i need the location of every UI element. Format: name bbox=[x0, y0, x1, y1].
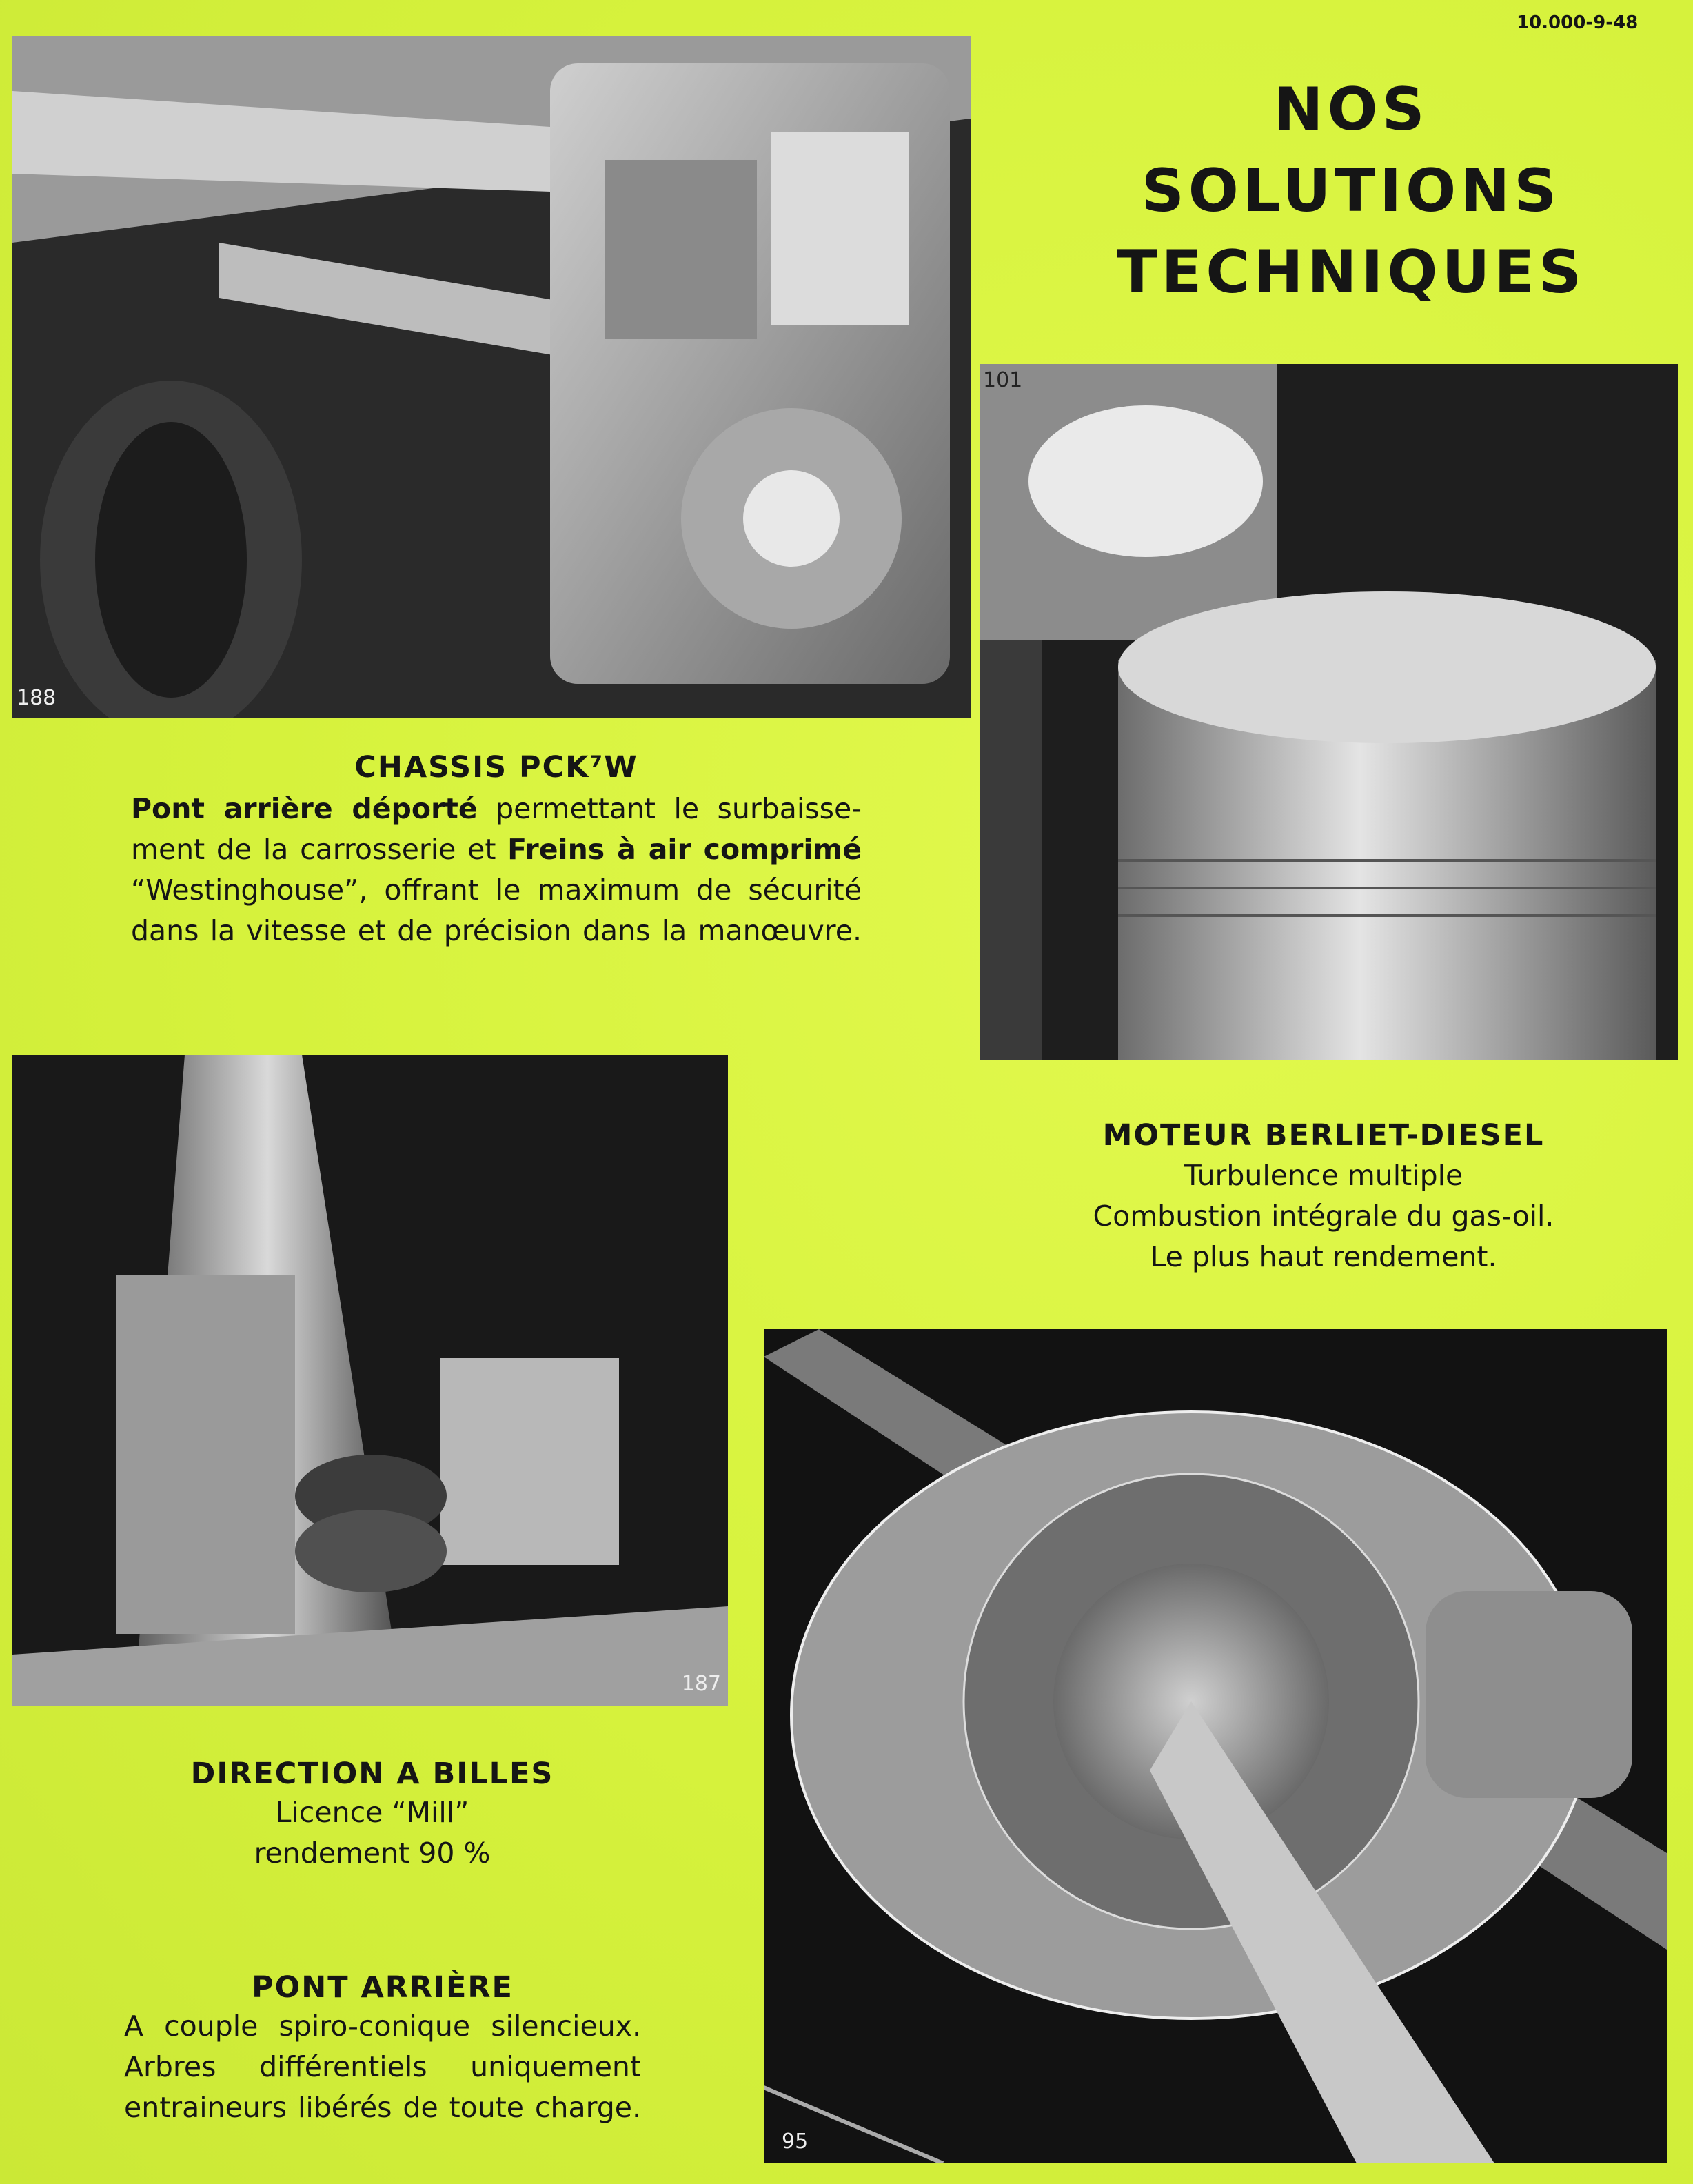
axle-photo-number: 95 bbox=[782, 2130, 809, 2154]
pont-line-2: Arbres différentiels uniquement bbox=[124, 2050, 641, 2083]
steering-photo-number: 187 bbox=[681, 1672, 721, 1696]
chassis-caption bbox=[131, 750, 862, 951]
moteur-caption bbox=[1075, 1118, 1572, 1277]
steering-box-image bbox=[12, 1055, 728, 1706]
pont-line-1: A couple spiro-conique silencieux. bbox=[124, 2010, 641, 2043]
print-code: 10.000-9-48 bbox=[1517, 12, 1639, 33]
title-line-2: SOLUTIONS bbox=[1141, 156, 1561, 225]
chassis-engine-image bbox=[12, 36, 971, 718]
chassis-photo-number: 188 bbox=[17, 686, 57, 710]
chassis-line-1: permettant le surbaisse- bbox=[477, 792, 862, 825]
piston-photo bbox=[980, 364, 1678, 1060]
chassis-photo bbox=[12, 36, 971, 718]
chassis-bold-2: Freins à air comprimé bbox=[507, 833, 862, 866]
title-line-3: TECHNIQUES bbox=[1116, 238, 1586, 307]
moteur-heading: MOTEUR BERLIET-DIESEL bbox=[1102, 1118, 1545, 1153]
piston-photo-number: 101 bbox=[983, 368, 1023, 392]
direction-line-1: Licence “Mill” bbox=[275, 1796, 469, 1829]
pont-line-3: entraineurs libérés de toute charge. bbox=[124, 2091, 641, 2124]
moteur-line-3: Le plus haut rendement. bbox=[1150, 1240, 1497, 1273]
moteur-line-2: Combustion intégrale du gas-oil. bbox=[1093, 1200, 1554, 1233]
direction-line-2: rendement 90 % bbox=[254, 1837, 491, 1870]
pont-caption bbox=[124, 1970, 641, 2128]
chassis-description bbox=[131, 789, 862, 951]
title-line-1: NOS bbox=[1273, 75, 1429, 144]
chassis-line-4: dans la vitesse et de précision dans la manœuvre. bbox=[131, 914, 862, 947]
chassis-line-3: “Westinghouse”, offrant le maximum de sécurité bbox=[131, 873, 862, 907]
pont-heading: PONT ARRIÈRE bbox=[252, 1970, 514, 2005]
direction-heading: DIRECTION A BILLES bbox=[190, 1757, 554, 1791]
piston-cutaway-image bbox=[980, 364, 1678, 1060]
chassis-bold-1: Pont arrière déporté bbox=[131, 792, 478, 825]
chassis-heading: CHASSIS PCK⁷W bbox=[354, 750, 638, 785]
chassis-line-2: ment de la carrosserie et bbox=[131, 833, 508, 866]
steering-photo bbox=[12, 1055, 728, 1706]
page-title bbox=[1089, 69, 1613, 313]
axle-photo bbox=[764, 1329, 1667, 2163]
moteur-line-1: Turbulence multiple bbox=[1184, 1159, 1463, 1192]
direction-caption bbox=[138, 1757, 607, 1874]
rear-axle-gear-image bbox=[764, 1329, 1667, 2163]
